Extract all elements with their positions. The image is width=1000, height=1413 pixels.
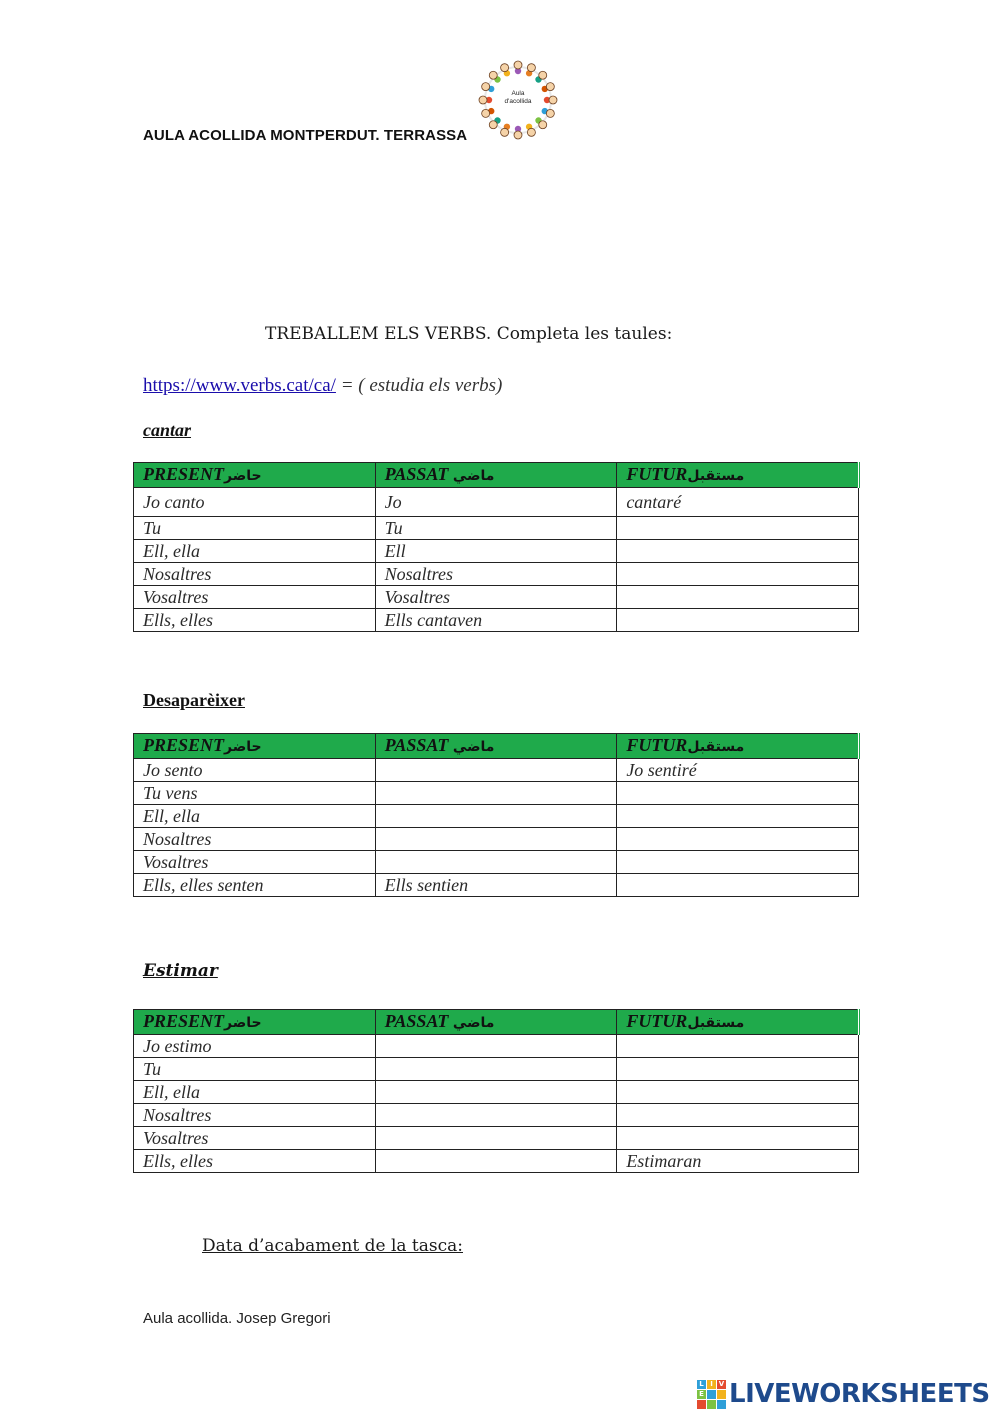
verb-heading-cantar: cantar [143, 420, 192, 440]
cell-futur[interactable] [617, 517, 859, 540]
cell-futur[interactable] [617, 1035, 859, 1058]
page-title: TREBALLEM ELS VERBS. Completa les taules: [265, 324, 673, 344]
table-header-row [134, 463, 859, 488]
footer-credit: Aula acollida. Josep Gregori [143, 1310, 331, 1327]
cell-futur[interactable] [617, 874, 859, 897]
completion-date-label: Data d’acabament de la tasca: [202, 1236, 463, 1256]
liveworksheets-watermark[interactable] [697, 1376, 990, 1412]
column-present: PRESENTحاضر [134, 463, 376, 488]
cell-futur[interactable] [617, 851, 859, 874]
cell-present[interactable]: Ells, elles [134, 1150, 376, 1173]
cell-present[interactable]: Tu [134, 1058, 376, 1081]
cell-passat[interactable]: Jo [375, 488, 617, 517]
cell-passat[interactable] [375, 759, 617, 782]
table-row [134, 805, 859, 828]
verbs-link[interactable]: https://www.verbs.cat/ca/ [143, 375, 336, 396]
cell-futur[interactable] [617, 782, 859, 805]
liveworksheets-logo-icon: L I V E [697, 1380, 726, 1409]
cell-present[interactable]: Ells, elles senten [134, 874, 376, 897]
cell-passat[interactable] [375, 782, 617, 805]
column-passat: PASSAT ماضي [375, 734, 617, 759]
cell-futur[interactable] [617, 609, 859, 632]
cell-passat[interactable] [375, 1081, 617, 1104]
cell-present[interactable]: Ell, ella [134, 805, 376, 828]
verb-heading-desapareixer: Desaparèixer [143, 690, 245, 710]
column-futur: FUTURمستقبل [617, 734, 859, 759]
logo-text-line-1: Aula [511, 90, 525, 97]
cell-present[interactable]: Jo sento [134, 759, 376, 782]
cell-passat[interactable]: Ells sentien [375, 874, 617, 897]
verb-heading-estimar: Estimar [143, 961, 218, 981]
column-futur: FUTURمستقبل [617, 1010, 859, 1035]
cell-futur[interactable]: Estimaran [617, 1150, 859, 1173]
cell-passat[interactable]: Tu [375, 517, 617, 540]
cell-futur[interactable]: cantaré [617, 488, 859, 517]
reference-note: = ( estudia els verbs) [335, 375, 503, 396]
cell-present[interactable]: Vosaltres [134, 851, 376, 874]
table-row [134, 1104, 859, 1127]
table-header-row [134, 1010, 859, 1035]
cell-present[interactable]: Vosaltres [134, 1127, 376, 1150]
cell-passat[interactable] [375, 1104, 617, 1127]
cell-futur[interactable] [617, 1104, 859, 1127]
cell-present[interactable]: Nosaltres [134, 828, 376, 851]
column-passat: PASSAT ماضي [375, 463, 617, 488]
table-row [134, 609, 859, 632]
cell-present[interactable]: Jo canto [134, 488, 376, 517]
table-row [134, 540, 859, 563]
cell-futur[interactable] [617, 1081, 859, 1104]
cell-futur[interactable] [617, 1127, 859, 1150]
cell-futur[interactable] [617, 540, 859, 563]
aula-acollida-logo [474, 56, 562, 144]
cell-present[interactable]: Nosaltres [134, 1104, 376, 1127]
cell-passat[interactable]: Ell [375, 540, 617, 563]
table-row [134, 1127, 859, 1150]
column-futur: FUTURمستقبل [617, 463, 859, 488]
table-row [134, 1150, 859, 1173]
conjugation-table-cantar [133, 462, 860, 632]
conjugation-table-estimar [133, 1009, 860, 1173]
cell-passat[interactable]: Nosaltres [375, 563, 617, 586]
cell-passat[interactable] [375, 1058, 617, 1081]
table-row [134, 563, 859, 586]
table-row [134, 759, 859, 782]
table-row [134, 488, 859, 517]
cell-passat[interactable]: Ells cantaven [375, 609, 617, 632]
cell-present[interactable]: Ell, ella [134, 1081, 376, 1104]
conjugation-table-desapareixer [133, 733, 860, 897]
table-row [134, 1081, 859, 1104]
table-row [134, 1058, 859, 1081]
cell-present[interactable]: Jo estimo [134, 1035, 376, 1058]
cell-passat[interactable] [375, 828, 617, 851]
school-name: AULA ACOLLIDA MONTPERDUT. TERRASSA [143, 127, 468, 144]
liveworksheets-brand: LIVEWORKSHEETS [729, 1379, 990, 1409]
column-present: PRESENTحاضر [134, 1010, 376, 1035]
table-row [134, 1035, 859, 1058]
column-passat: PASSAT ماضي [375, 1010, 617, 1035]
cell-passat[interactable]: Vosaltres [375, 586, 617, 609]
cell-passat[interactable] [375, 1035, 617, 1058]
table-row [134, 517, 859, 540]
table-header-row [134, 734, 859, 759]
cell-futur[interactable] [617, 828, 859, 851]
logo-text-line-2: d'acollida [504, 98, 532, 105]
table-row [134, 851, 859, 874]
table-row [134, 782, 859, 805]
cell-futur[interactable] [617, 1058, 859, 1081]
cell-passat[interactable] [375, 1150, 617, 1173]
reference-line [143, 375, 502, 397]
table-row [134, 586, 859, 609]
cell-present[interactable]: Vosaltres [134, 586, 376, 609]
table-row [134, 828, 859, 851]
cell-futur[interactable] [617, 805, 859, 828]
cell-present[interactable]: Tu [134, 517, 376, 540]
cell-present[interactable]: Nosaltres [134, 563, 376, 586]
cell-futur[interactable]: Jo sentiré [617, 759, 859, 782]
cell-present[interactable]: Ells, elles [134, 609, 376, 632]
cell-futur[interactable] [617, 563, 859, 586]
cell-passat[interactable] [375, 805, 617, 828]
cell-passat[interactable] [375, 1127, 617, 1150]
cell-futur[interactable] [617, 586, 859, 609]
cell-present[interactable]: Ell, ella [134, 540, 376, 563]
cell-present[interactable]: Tu vens [134, 782, 376, 805]
table-row [134, 874, 859, 897]
cell-passat[interactable] [375, 851, 617, 874]
column-present: PRESENTحاضر [134, 734, 376, 759]
